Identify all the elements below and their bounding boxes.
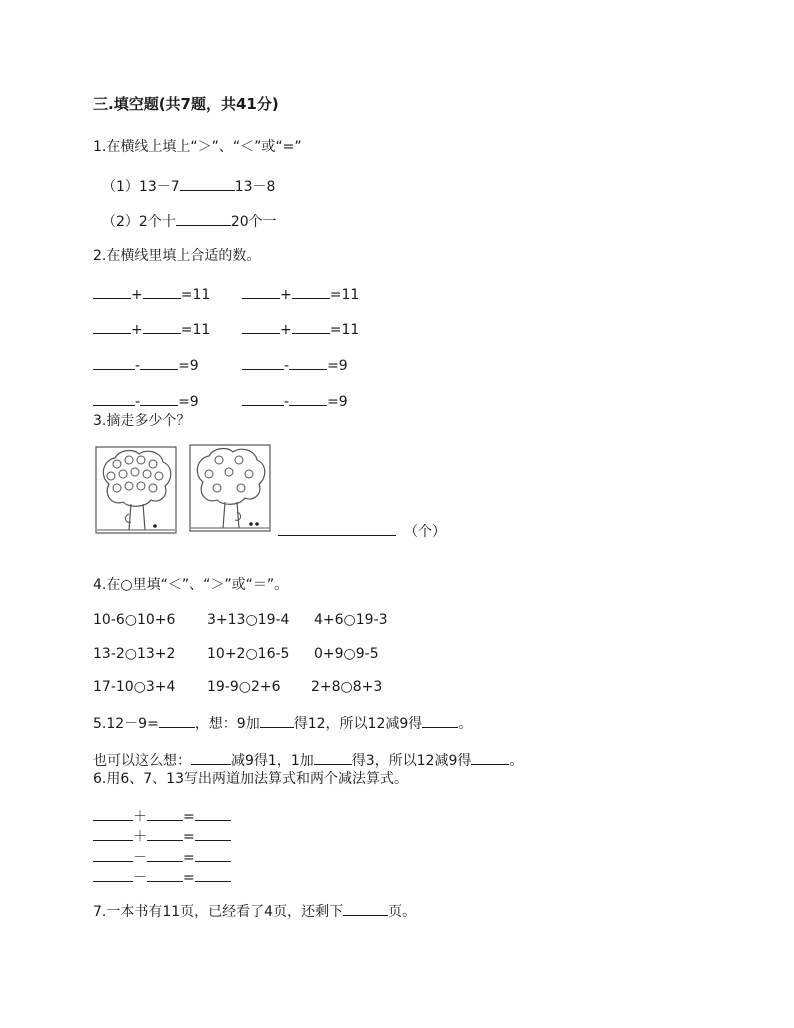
q7-text: 页。 (388, 904, 417, 920)
q4-r3-c2[interactable]: 19-9○2+6 (207, 679, 281, 695)
apple-tree-before-image (95, 446, 177, 534)
q4-r2-c2[interactable]: 10+2○16-5 (207, 646, 290, 662)
q5-text: 减9得1，1加 (231, 753, 314, 769)
q2-blank[interactable] (292, 319, 330, 334)
q6-blank[interactable] (147, 826, 183, 841)
q2-blank[interactable] (93, 284, 131, 299)
q1-item-1 (102, 176, 275, 196)
q5-blank[interactable] (191, 750, 231, 765)
q1-item-2 (102, 211, 277, 231)
q2-blank[interactable] (289, 355, 327, 370)
q7-line (93, 901, 416, 921)
q2-row-1-left (93, 284, 210, 304)
q5-text: 也可以这么想： (93, 753, 191, 769)
q4-r1-c1[interactable]: 10-6○10+6 (93, 612, 176, 628)
q2-blank[interactable] (242, 391, 284, 406)
q6-row-2 (93, 826, 231, 846)
q5-blank[interactable] (471, 750, 509, 765)
q2-blank[interactable] (143, 319, 181, 334)
q6-blank[interactable] (93, 847, 133, 862)
q2-row-3-right (242, 355, 348, 375)
q4-r1-c3[interactable]: 4+6○19-3 (314, 612, 388, 628)
q1-item-1-right: 13－8 (234, 179, 276, 195)
q6-eq: = (183, 809, 195, 825)
q5-text: 。 (509, 753, 524, 769)
q6-blank[interactable] (147, 847, 183, 862)
q2-op: - (135, 358, 141, 374)
q6-op: ＋ (133, 829, 147, 845)
q6-op: － (133, 870, 147, 886)
q3-answer-blank[interactable] (278, 521, 396, 536)
q6-row-3 (93, 847, 231, 867)
q2-blank[interactable] (289, 391, 327, 406)
q1-item-2-label: （2） (102, 214, 139, 230)
q2-result: =11 (329, 287, 360, 303)
q3-unit: （个） (404, 524, 446, 540)
q5-blank[interactable] (260, 713, 294, 728)
q2-blank[interactable] (93, 355, 135, 370)
q6-blank[interactable] (93, 806, 133, 821)
q2-row-4-right (242, 391, 348, 411)
q5-text: ，想：9加 (194, 716, 260, 732)
q1-item-2-right: 20个一 (230, 214, 277, 230)
q6-row-1 (93, 806, 231, 826)
q2-op: + (131, 287, 143, 303)
q6-eq: = (183, 870, 195, 886)
q2-row-4-left (93, 391, 199, 411)
q2-blank[interactable] (140, 355, 178, 370)
q3-prompt: 3.摘走多少个？ (93, 413, 191, 429)
q2-blank[interactable] (140, 391, 178, 406)
q1-item-1-blank[interactable] (180, 176, 235, 191)
q2-row-2-left (93, 319, 210, 339)
q2-result: =11 (329, 322, 360, 338)
q2-op: + (280, 287, 292, 303)
q6-op: － (133, 850, 147, 866)
q2-blank[interactable] (242, 355, 284, 370)
q5-text: 。 (458, 716, 473, 732)
q1-item-2-blank[interactable] (176, 211, 231, 226)
q5-text: 得3，所以12减9得 (351, 753, 472, 769)
q1-item-1-left: 13－7 (138, 179, 180, 195)
q6-blank[interactable] (147, 806, 183, 821)
q1-item-1-label: （1） (102, 179, 139, 195)
section-title: 三.填空题(共7题，共41分) (93, 95, 279, 113)
q6-blank[interactable] (93, 867, 133, 882)
q6-blank[interactable] (195, 806, 231, 821)
q7-blank[interactable] (343, 901, 388, 916)
q4-r2-c1[interactable]: 13-2○13+2 (93, 646, 176, 662)
q6-op: ＋ (133, 809, 147, 825)
q5-line-1 (93, 713, 472, 733)
q7-text: 7.一本书有11页，已经看了4页，还剩下 (93, 904, 344, 920)
q6-blank[interactable] (195, 867, 231, 882)
q6-blank[interactable] (195, 826, 231, 841)
q2-op: + (131, 322, 143, 338)
q6-eq: = (183, 829, 195, 845)
q2-result: =11 (180, 322, 211, 338)
q6-blank[interactable] (147, 867, 183, 882)
q2-op: - (135, 394, 141, 410)
q2-blank[interactable] (242, 319, 280, 334)
q2-result: =11 (180, 287, 211, 303)
q2-result: =9 (327, 358, 348, 374)
q2-prompt: 2.在横线里填上合适的数。 (93, 248, 261, 264)
q4-r1-c2[interactable]: 3+13○19-4 (207, 612, 290, 628)
q6-blank[interactable] (93, 826, 133, 841)
q4-r3-c1[interactable]: 17-10○3+4 (93, 679, 176, 695)
q5-text: 得12，所以12减9得 (293, 716, 423, 732)
q2-blank[interactable] (292, 284, 330, 299)
q4-prompt: 4.在○里填“＜”、“＞”或“＝”。 (93, 577, 289, 593)
q2-op: - (284, 358, 290, 374)
q5-blank[interactable] (422, 713, 458, 728)
q1-prompt: 1.在横线上填上“＞”、“＜”或“=” (93, 139, 302, 155)
q1-item-2-left: 2个十 (138, 214, 176, 230)
q2-blank[interactable] (143, 284, 181, 299)
q4-r3-c3[interactable]: 2+8○8+3 (311, 679, 383, 695)
q2-result: =9 (178, 358, 199, 374)
q6-prompt: 6.用6、7、13写出两道加法算式和两个减法算式。 (93, 771, 408, 787)
q2-row-1-right (242, 284, 359, 304)
q2-op: + (280, 322, 292, 338)
q2-result: =9 (178, 394, 199, 410)
q2-op: - (284, 394, 290, 410)
q2-blank[interactable] (93, 319, 131, 334)
q5-blank[interactable] (159, 713, 195, 728)
q6-eq: = (183, 850, 195, 866)
q2-row-3-left (93, 355, 199, 375)
q6-blank[interactable] (195, 847, 231, 862)
q3-answer (278, 521, 446, 541)
q6-row-4 (93, 867, 231, 887)
q2-result: =9 (327, 394, 348, 410)
q5-text: 5.12－9= (93, 716, 159, 732)
q2-row-2-right (242, 319, 359, 339)
q5-line-2 (93, 750, 523, 770)
q2-blank[interactable] (93, 391, 135, 406)
q4-r2-c3[interactable]: 0+9○9-5 (314, 646, 379, 662)
q2-blank[interactable] (242, 284, 280, 299)
q5-blank[interactable] (314, 750, 352, 765)
apple-tree-after-image (189, 444, 271, 532)
